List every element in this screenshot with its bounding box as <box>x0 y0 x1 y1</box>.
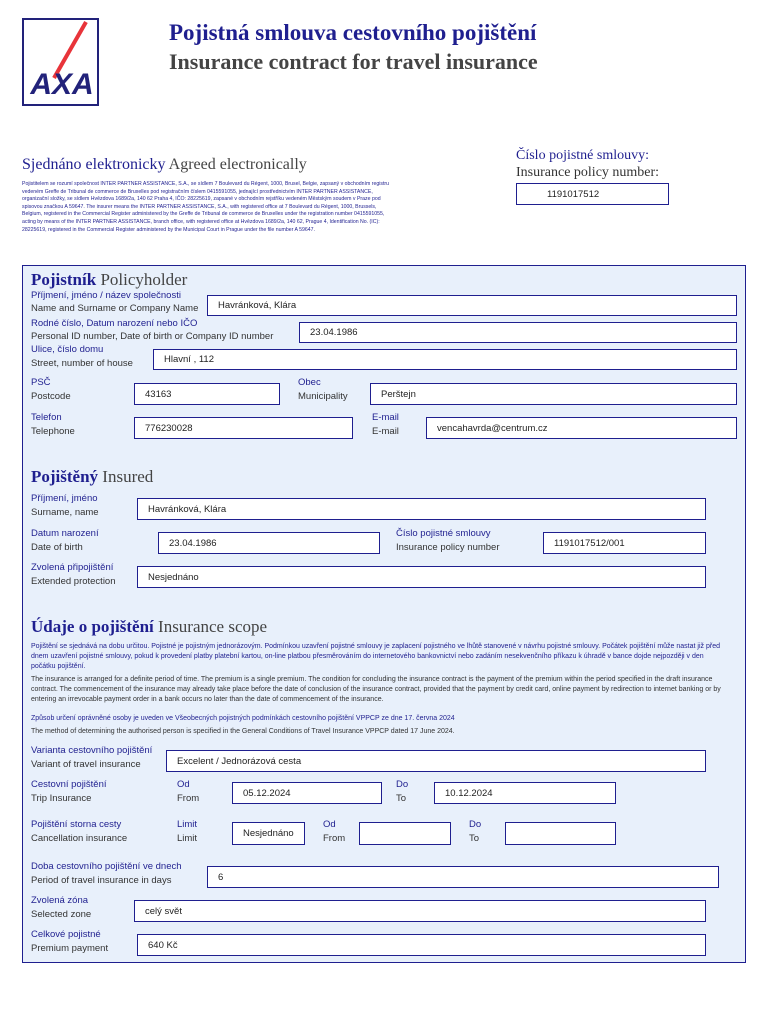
ph-phone-label-cz: Telefon <box>31 412 62 423</box>
policy-number-label-en: Insurance policy number: <box>516 165 660 180</box>
ins-name-label-cz: Příjmení, jméno <box>31 493 98 504</box>
period-label-cz: Doba cestovního pojištění ve dnech <box>31 861 182 872</box>
ph-street-field: Hlavní , 112 <box>153 349 737 370</box>
ins-name-label-en: Surname, name <box>31 507 99 518</box>
scope-para1-cz: Pojištění se sjednává na dobu určitou. Pojistné je pojistným jednorázovým. Podmínkou uzavření pojistné smlouvy je zaplacení pojistného ve lhůtě stanovené v návrhu pojistné smlouvy. Počátek pojištění může nastat již před dnem uzavření pojistné smlouvy, pokud k provedení platby platební kartou, on-line platbou přesměrováním do internetového bankovnictví nebo zadáním nesekvenčního příkazu k úhradě v bance dojde nejpozději v den počátku pojištění. <box>31 643 720 670</box>
ins-dob-field: 23.04.1986 <box>158 532 380 554</box>
axa-logo-icon <box>24 20 99 106</box>
cancel-from-field <box>359 822 451 845</box>
period-field: 6 <box>207 866 719 888</box>
policyholder-heading-en: Policyholder <box>100 270 188 289</box>
scope-heading-cz: Údaje o pojištění <box>31 617 154 636</box>
ph-id-field: 23.04.1986 <box>299 322 737 343</box>
ph-id-label-en: Personal ID number, Date of birth or Company ID number <box>31 331 274 342</box>
cancel-limit-label-cz: Limit <box>177 819 198 830</box>
ins-policy-field: 1191017512/001 <box>543 532 706 554</box>
scope-heading-en: Insurance scope <box>158 617 268 636</box>
period-label-en: Period of travel insurance in days <box>31 875 172 886</box>
scope-heading <box>31 617 267 637</box>
agreed-en: Agreed electronically <box>168 156 307 173</box>
ins-policy-label-cz: Číslo pojistné smlouvy <box>396 528 491 539</box>
insured-heading <box>31 467 153 487</box>
policy-number-field: 1191017512 <box>516 183 669 205</box>
title-en: Insurance contract for travel insurance <box>169 49 538 74</box>
policyholder-heading <box>31 270 187 290</box>
ph-phone-label-en: Telephone <box>31 426 75 437</box>
cancel-label-cz: Pojištění storna cesty <box>31 819 122 830</box>
variant-field: Excelent / Jednorázová cesta <box>166 750 706 772</box>
ph-name-field: Havránková, Klára <box>207 295 737 316</box>
cancel-label-en: Cancellation insurance <box>31 833 128 844</box>
ph-name-label-en: Name and Surname or Company Name <box>31 303 199 314</box>
ph-id-label-cz: Rodné číslo, Datum narození nebo IČO <box>31 318 198 329</box>
zone-label-en: Selected zone <box>31 909 92 920</box>
ins-ext-label-cz: Zvolená připojištění <box>31 562 114 573</box>
scope-para2-en: The method of determining the authorised person is specified in the General Conditions of Travel Insurance VPPCP dated 17 June 2024. <box>31 728 455 735</box>
ph-psc-label-cz: PSČ <box>31 377 51 388</box>
trip-to-field: 10.12.2024 <box>434 782 616 804</box>
scope-para2-cz: Způsob určení oprávněné osoby je uveden ve Všeobecných pojistných podmínkách cestovního pojištění VPPCP ze dne 17. června 2024 <box>31 715 455 722</box>
policyholder-heading-cz: Pojistník <box>31 270 97 289</box>
cancel-to-field <box>505 822 616 845</box>
legal-text: Pojistitelem se rozumí společnost INTER PARTNER ASSISTANCE, S.A., se sídlem 7 Boulevard du Régent, 1000, Brusel, Belgie, zapsaný v obchodním registru vedeném Greffe de Tribunal de commerce de Bruxelles pod registračním číslem 0415591055, jednající prostřednictvím INTER PARTNER ASSISTANCE, organizační složky, se sídlem Hvězdova 1689/2a, 140 62 Praha 4, IČO: 28225619, zapsané v obchodním rejstříku vedeném Městským soudem v Praze pod spisovou značkou A 59647. The insurer means the INTER PARTNER ASSISTANCE, S.A., with registered office at 7 Boulevard du Régent, 1000, Brussels, Belgium, registered in the Commercial Register administered by the Greffe de Tribunal de commerce de Bruxelles under the registration number 0415591055, acting by means of the INTER PARTNER ASSISTANCE, branch office, with registered office at Hvězdova 1689/2a, 140 62, Prague 4, Identification No. (IC): 28225619, registered in the Commercial Register administered by the Municipal Court in Prague under the file number A 59647. <box>22 181 390 233</box>
premium-label-en: Premium payment <box>31 943 109 954</box>
agreed-heading <box>22 156 307 174</box>
ph-name-label-cz: Příjmení, jméno / název společnosti <box>31 290 181 301</box>
ph-psc-label-en: Postcode <box>31 391 71 402</box>
policy-number-label-cz: Číslo pojistné smlouvy: <box>516 148 650 163</box>
cancel-to-label-cz: Do <box>469 819 482 830</box>
ph-psc-field: 43163 <box>134 383 280 405</box>
agreed-cz: Sjednáno elektronicky <box>22 156 166 173</box>
cancel-from-label-en: From <box>323 833 346 844</box>
premium-field: 640 Kč <box>137 934 706 956</box>
cancel-to-label-en: To <box>469 833 480 844</box>
ins-ext-label-en: Extended protection <box>31 576 116 587</box>
ph-obec-label-cz: Obec <box>298 377 321 388</box>
trip-from-label-cz: Od <box>177 779 190 790</box>
ins-ext-field: Nesjednáno <box>137 566 706 588</box>
zone-label-cz: Zvolená zóna <box>31 895 89 906</box>
ins-name-field: Havránková, Klára <box>137 498 706 520</box>
zone-field: celý svět <box>134 900 706 922</box>
title-cz: Pojistná smlouva cestovního pojištění <box>169 20 537 45</box>
cancel-from-label-cz: Od <box>323 819 336 830</box>
trip-from-field: 05.12.2024 <box>232 782 382 804</box>
ph-street-label-cz: Ulice, číslo domu <box>31 344 104 355</box>
variant-label-en: Variant of travel insurance <box>31 759 141 770</box>
ins-dob-label-en: Date of birth <box>31 542 83 553</box>
ph-street-label-en: Street, number of house <box>31 358 133 369</box>
insured-heading-en: Insured <box>102 467 154 486</box>
trip-to-label-cz: Do <box>396 779 409 790</box>
ph-obec-field: Perštejn <box>370 383 737 405</box>
variant-label-cz: Varianta cestovního pojištění <box>31 745 153 756</box>
axa-logo-text: AXA <box>30 68 94 101</box>
cancel-limit-label-en: Limit <box>177 833 198 844</box>
trip-label-cz: Cestovní pojištění <box>31 779 107 790</box>
ins-dob-label-cz: Datum narození <box>31 528 99 539</box>
ph-email-label-en: E-mail <box>372 426 399 437</box>
ph-email-field: vencahavrda@centrum.cz <box>426 417 737 439</box>
trip-from-label-en: From <box>177 793 200 804</box>
scope-para1-en: The insurance is arranged for a definite period of time. The premium is a single premium. The condition for concluding the insurance contract is the payment of the premium within the period specified in the draft insurance contract. The commencement of the insurance may already take place before the date of conclusion of the insurance contract, provided that the payment by credit card, online payment by redirection to internet banking or by entering an irrevocable payment order in a bank occurs no later than the date of commencement of the insurance. <box>31 676 721 703</box>
insured-heading-cz: Pojištěný <box>31 467 99 486</box>
trip-label-en: Trip Insurance <box>31 793 92 804</box>
premium-label-cz: Celkové pojistné <box>31 929 101 940</box>
ins-policy-label-en: Insurance policy number <box>396 542 500 553</box>
axa-logo <box>22 18 99 106</box>
ph-email-label-cz: E-mail <box>372 412 399 423</box>
cancel-limit-field: Nesjednáno <box>232 822 305 845</box>
ph-phone-field: 776230028 <box>134 417 353 439</box>
ph-obec-label-en: Municipality <box>298 391 348 402</box>
trip-to-label-en: To <box>396 793 407 804</box>
